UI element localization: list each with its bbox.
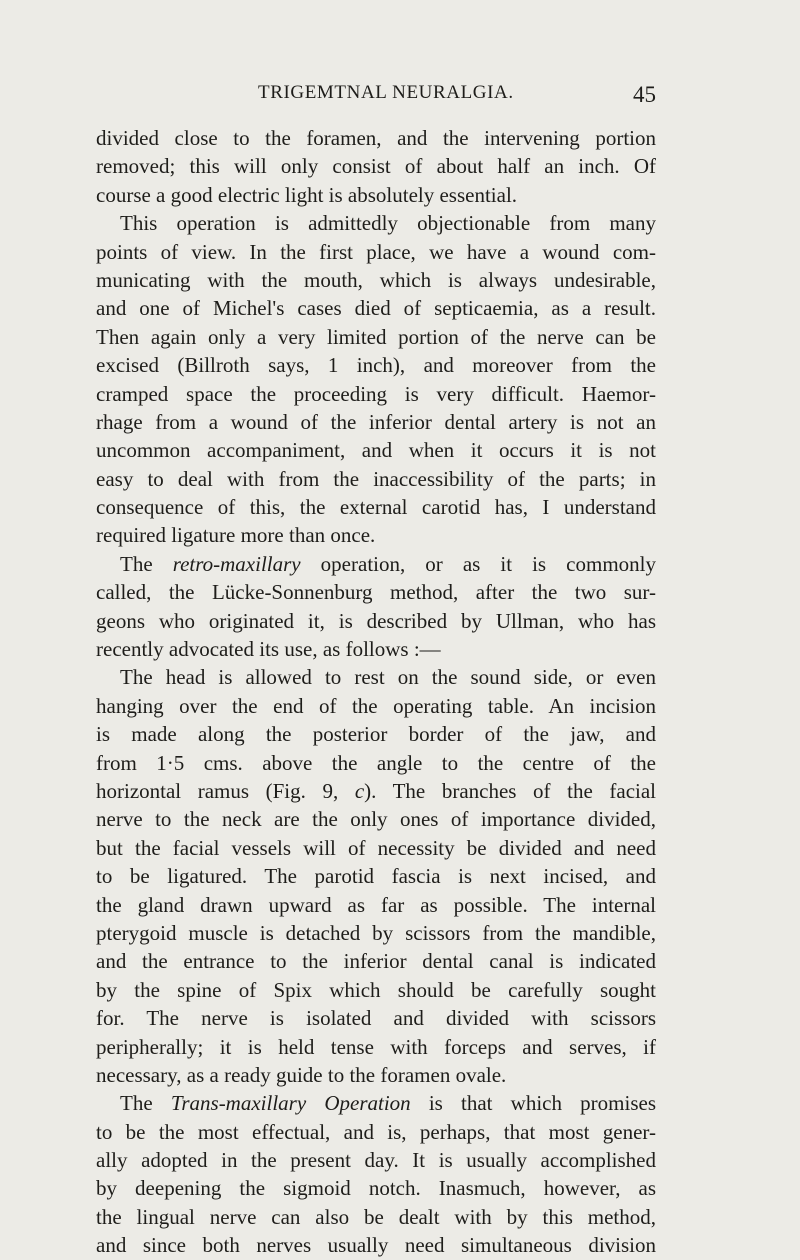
text-line <box>96 1089 656 1117</box>
text-line: called, the Lücke-Sonnenburg method, after the two sur- <box>96 580 656 605</box>
text-line: is made along the posterior border of the jaw, and <box>96 722 656 747</box>
text-line: municating with the mouth, which is always undesirable, <box>96 267 656 292</box>
text-line: by deepening the sigmoid notch. Inasmuch, however, as <box>96 1176 656 1201</box>
text-line: uncommon accompaniment, and when it occurs it is not <box>96 438 656 463</box>
text-run: is that which promises <box>410 1091 656 1116</box>
text-run: operation, or as it is commonly <box>300 551 656 576</box>
running-head: TRIGEMTNAL NEURALGIA. <box>258 82 514 103</box>
text-line: for. The nerve is isolated and divided with scissors <box>96 1006 656 1031</box>
text-line: to be the most effectual, and is, perhaps, that most gener- <box>96 1119 656 1144</box>
text-line: This operation is admittedly objectionable from many <box>120 211 656 236</box>
text-line: the lingual nerve can also be dealt with by this method, <box>96 1204 656 1229</box>
text-line: and since both nerves usually need simultaneous division <box>96 1233 656 1258</box>
text-line: and the entrance to the inferior dental canal is indicated <box>96 949 656 974</box>
text-run: The <box>120 551 173 576</box>
text-line: to be ligatured. The parotid fascia is next incised, and <box>96 864 656 889</box>
text-line: consequence of this, the external carotid has, I understand <box>96 495 656 520</box>
body-text <box>96 124 656 1260</box>
text-line: and one of Michel's cases died of septicaemia, as a result. <box>96 296 656 321</box>
text-line: excised (Billroth says, 1 inch), and moreover from the <box>96 353 656 378</box>
text-line: course a good electric light is absolutely essential. <box>96 182 518 207</box>
italic-term: c <box>354 778 365 803</box>
text-line: divided close to the foramen, and the intervening portion <box>96 126 656 150</box>
text-line: the gland drawn upward as far as possible. The internal <box>96 892 656 917</box>
text-line: cramped space the proceeding is very difficult. Haemor- <box>96 381 656 406</box>
text-line: The head is allowed to rest on the sound side, or even <box>120 665 656 690</box>
text-run: horizontal ramus (Fig. 9, <box>96 778 355 803</box>
text-line: recently advocated its use, as follows :— <box>96 637 441 662</box>
text-line: pterygoid muscle is detached by scissors from the mandible, <box>96 920 656 945</box>
text-line <box>96 550 656 578</box>
text-line: but the facial vessels will of necessity be divided and need <box>96 835 656 860</box>
text-run: The <box>120 1091 171 1116</box>
text-line: from 1·5 cms. above the angle to the centre of the <box>96 750 656 775</box>
text-line: easy to deal with from the inaccessibility of the parts; in <box>96 466 656 491</box>
text-line: hanging over the end of the operating table. An incision <box>96 693 656 718</box>
text-line: rhage from a wound of the inferior dental artery is not an <box>96 409 656 434</box>
text-run: ). The branches of the facial <box>364 778 657 803</box>
text-line: necessary, as a ready guide to the foramen ovale. <box>96 1062 507 1087</box>
text-line <box>96 777 656 805</box>
text-line: by the spine of Spix which should be carefully sought <box>96 977 656 1002</box>
text-line: geons who originated it, is described by Ullman, who has <box>96 608 656 633</box>
page-number: 45 <box>633 82 656 107</box>
text-line: Then again only a very limited portion of the nerve can be <box>96 324 656 349</box>
text-line: removed; this will only consist of about half an inch. Of <box>96 154 656 179</box>
text-line: ally adopted in the present day. It is usually accomplished <box>96 1148 656 1173</box>
text-line: points of view. In the first place, we have a wound com- <box>96 239 656 264</box>
page-header <box>96 82 656 112</box>
text-line: required ligature more than once. <box>96 523 376 548</box>
text-line: peripherally; it is held tense with forceps and serves, if <box>96 1034 656 1059</box>
italic-term: Trans-maxillary Operation <box>170 1091 411 1116</box>
italic-term: retro-maxillary <box>172 551 301 576</box>
text-line: nerve to the neck are the only ones of importance divided, <box>96 807 656 832</box>
